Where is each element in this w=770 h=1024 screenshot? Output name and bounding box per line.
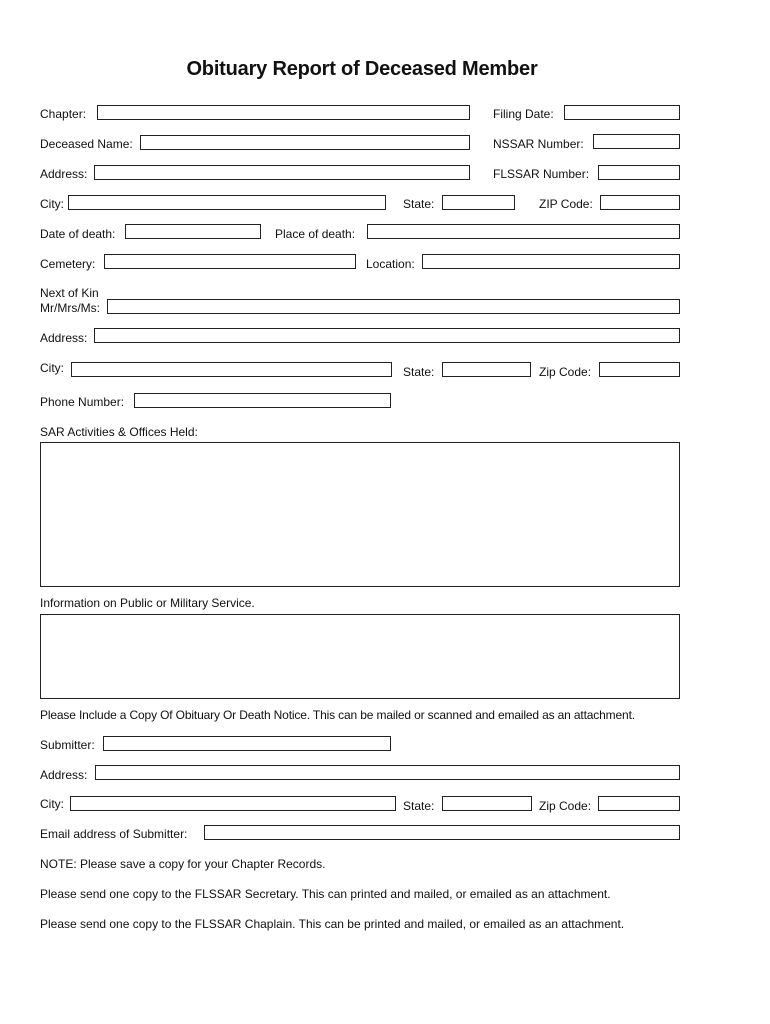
email-submitter-label: Email address of Submitter:	[40, 827, 188, 841]
date-of-death-label: Date of death:	[40, 227, 116, 241]
phone-number-field[interactable]	[134, 393, 391, 408]
sar-activities-label: SAR Activities & Offices Held:	[40, 425, 198, 439]
sar-activities-textarea[interactable]	[40, 442, 680, 587]
email-submitter-field[interactable]	[204, 825, 680, 840]
chapter-field[interactable]	[97, 105, 470, 120]
date-of-death-field[interactable]	[125, 224, 261, 239]
kin-state-label: State:	[403, 365, 435, 379]
kin-address-field[interactable]	[94, 328, 680, 343]
filing-date-label: Filing Date:	[493, 107, 554, 121]
submitter-state-field[interactable]	[442, 796, 532, 811]
submitter-city-field[interactable]	[70, 796, 396, 811]
state-field[interactable]	[442, 195, 515, 210]
submitter-zip-code-field[interactable]	[598, 796, 680, 811]
flssar-number-field[interactable]	[598, 165, 680, 180]
nssar-number-label: NSSAR Number:	[493, 137, 584, 151]
note-chaplain: Please send one copy to the FLSSAR Chaplain. This can be printed and mailed, or emailed as an attachment.	[40, 917, 625, 931]
location-label: Location:	[366, 257, 415, 271]
kin-state-field[interactable]	[442, 362, 531, 377]
state-label: State:	[403, 197, 435, 211]
submitter-state-label: State:	[403, 799, 435, 813]
next-of-kin-field[interactable]	[107, 299, 680, 314]
include-copy-instruction: Please Include a Copy Of Obituary Or Death Notice. This can be mailed or scanned and emailed as an attachment.	[40, 708, 635, 722]
deceased-name-field[interactable]	[140, 135, 470, 150]
submitter-field[interactable]	[103, 736, 391, 751]
submitter-label: Submitter:	[40, 738, 95, 752]
kin-zip-code-label: Zip Code:	[539, 365, 592, 379]
city-label: City:	[40, 197, 64, 211]
cemetery-label: Cemetery:	[40, 257, 96, 271]
public-military-textarea[interactable]	[40, 614, 680, 699]
kin-city-field[interactable]	[71, 362, 392, 377]
next-of-kin-label: Next of Kin	[40, 286, 99, 300]
place-of-death-field[interactable]	[367, 224, 680, 239]
phone-number-label: Phone Number:	[40, 395, 125, 409]
nssar-number-field[interactable]	[593, 134, 680, 149]
chapter-label: Chapter:	[40, 107, 87, 121]
page-title: Obituary Report of Deceased Member	[186, 58, 538, 80]
kin-zip-code-field[interactable]	[599, 362, 680, 377]
kin-address-label: Address:	[40, 331, 88, 345]
place-of-death-label: Place of death:	[275, 227, 356, 241]
zip-code-field[interactable]	[600, 195, 680, 210]
kin-city-label: City:	[40, 361, 64, 375]
deceased-name-label: Deceased Name:	[40, 137, 133, 151]
city-field[interactable]	[68, 195, 386, 210]
address-field[interactable]	[94, 165, 470, 180]
submitter-city-label: City:	[40, 797, 64, 811]
note-secretary: Please send one copy to the FLSSAR Secretary. This can printed and mailed, or emailed as an attachment.	[40, 887, 611, 901]
next-of-kin-salutation-label: Mr/Mrs/Ms:	[40, 301, 100, 315]
address-label: Address:	[40, 167, 88, 181]
cemetery-field[interactable]	[104, 254, 356, 269]
location-field[interactable]	[422, 254, 680, 269]
public-military-label: Information on Public or Military Service.	[40, 596, 255, 610]
submitter-address-field[interactable]	[95, 765, 680, 780]
submitter-zip-code-label: Zip Code:	[539, 799, 592, 813]
zip-code-label: ZIP Code:	[539, 197, 593, 211]
filing-date-field[interactable]	[564, 105, 680, 120]
submitter-address-label: Address:	[40, 768, 88, 782]
note-save-copy: NOTE: Please save a copy for your Chapter Records.	[40, 857, 326, 871]
flssar-number-label: FLSSAR Number:	[493, 167, 590, 181]
